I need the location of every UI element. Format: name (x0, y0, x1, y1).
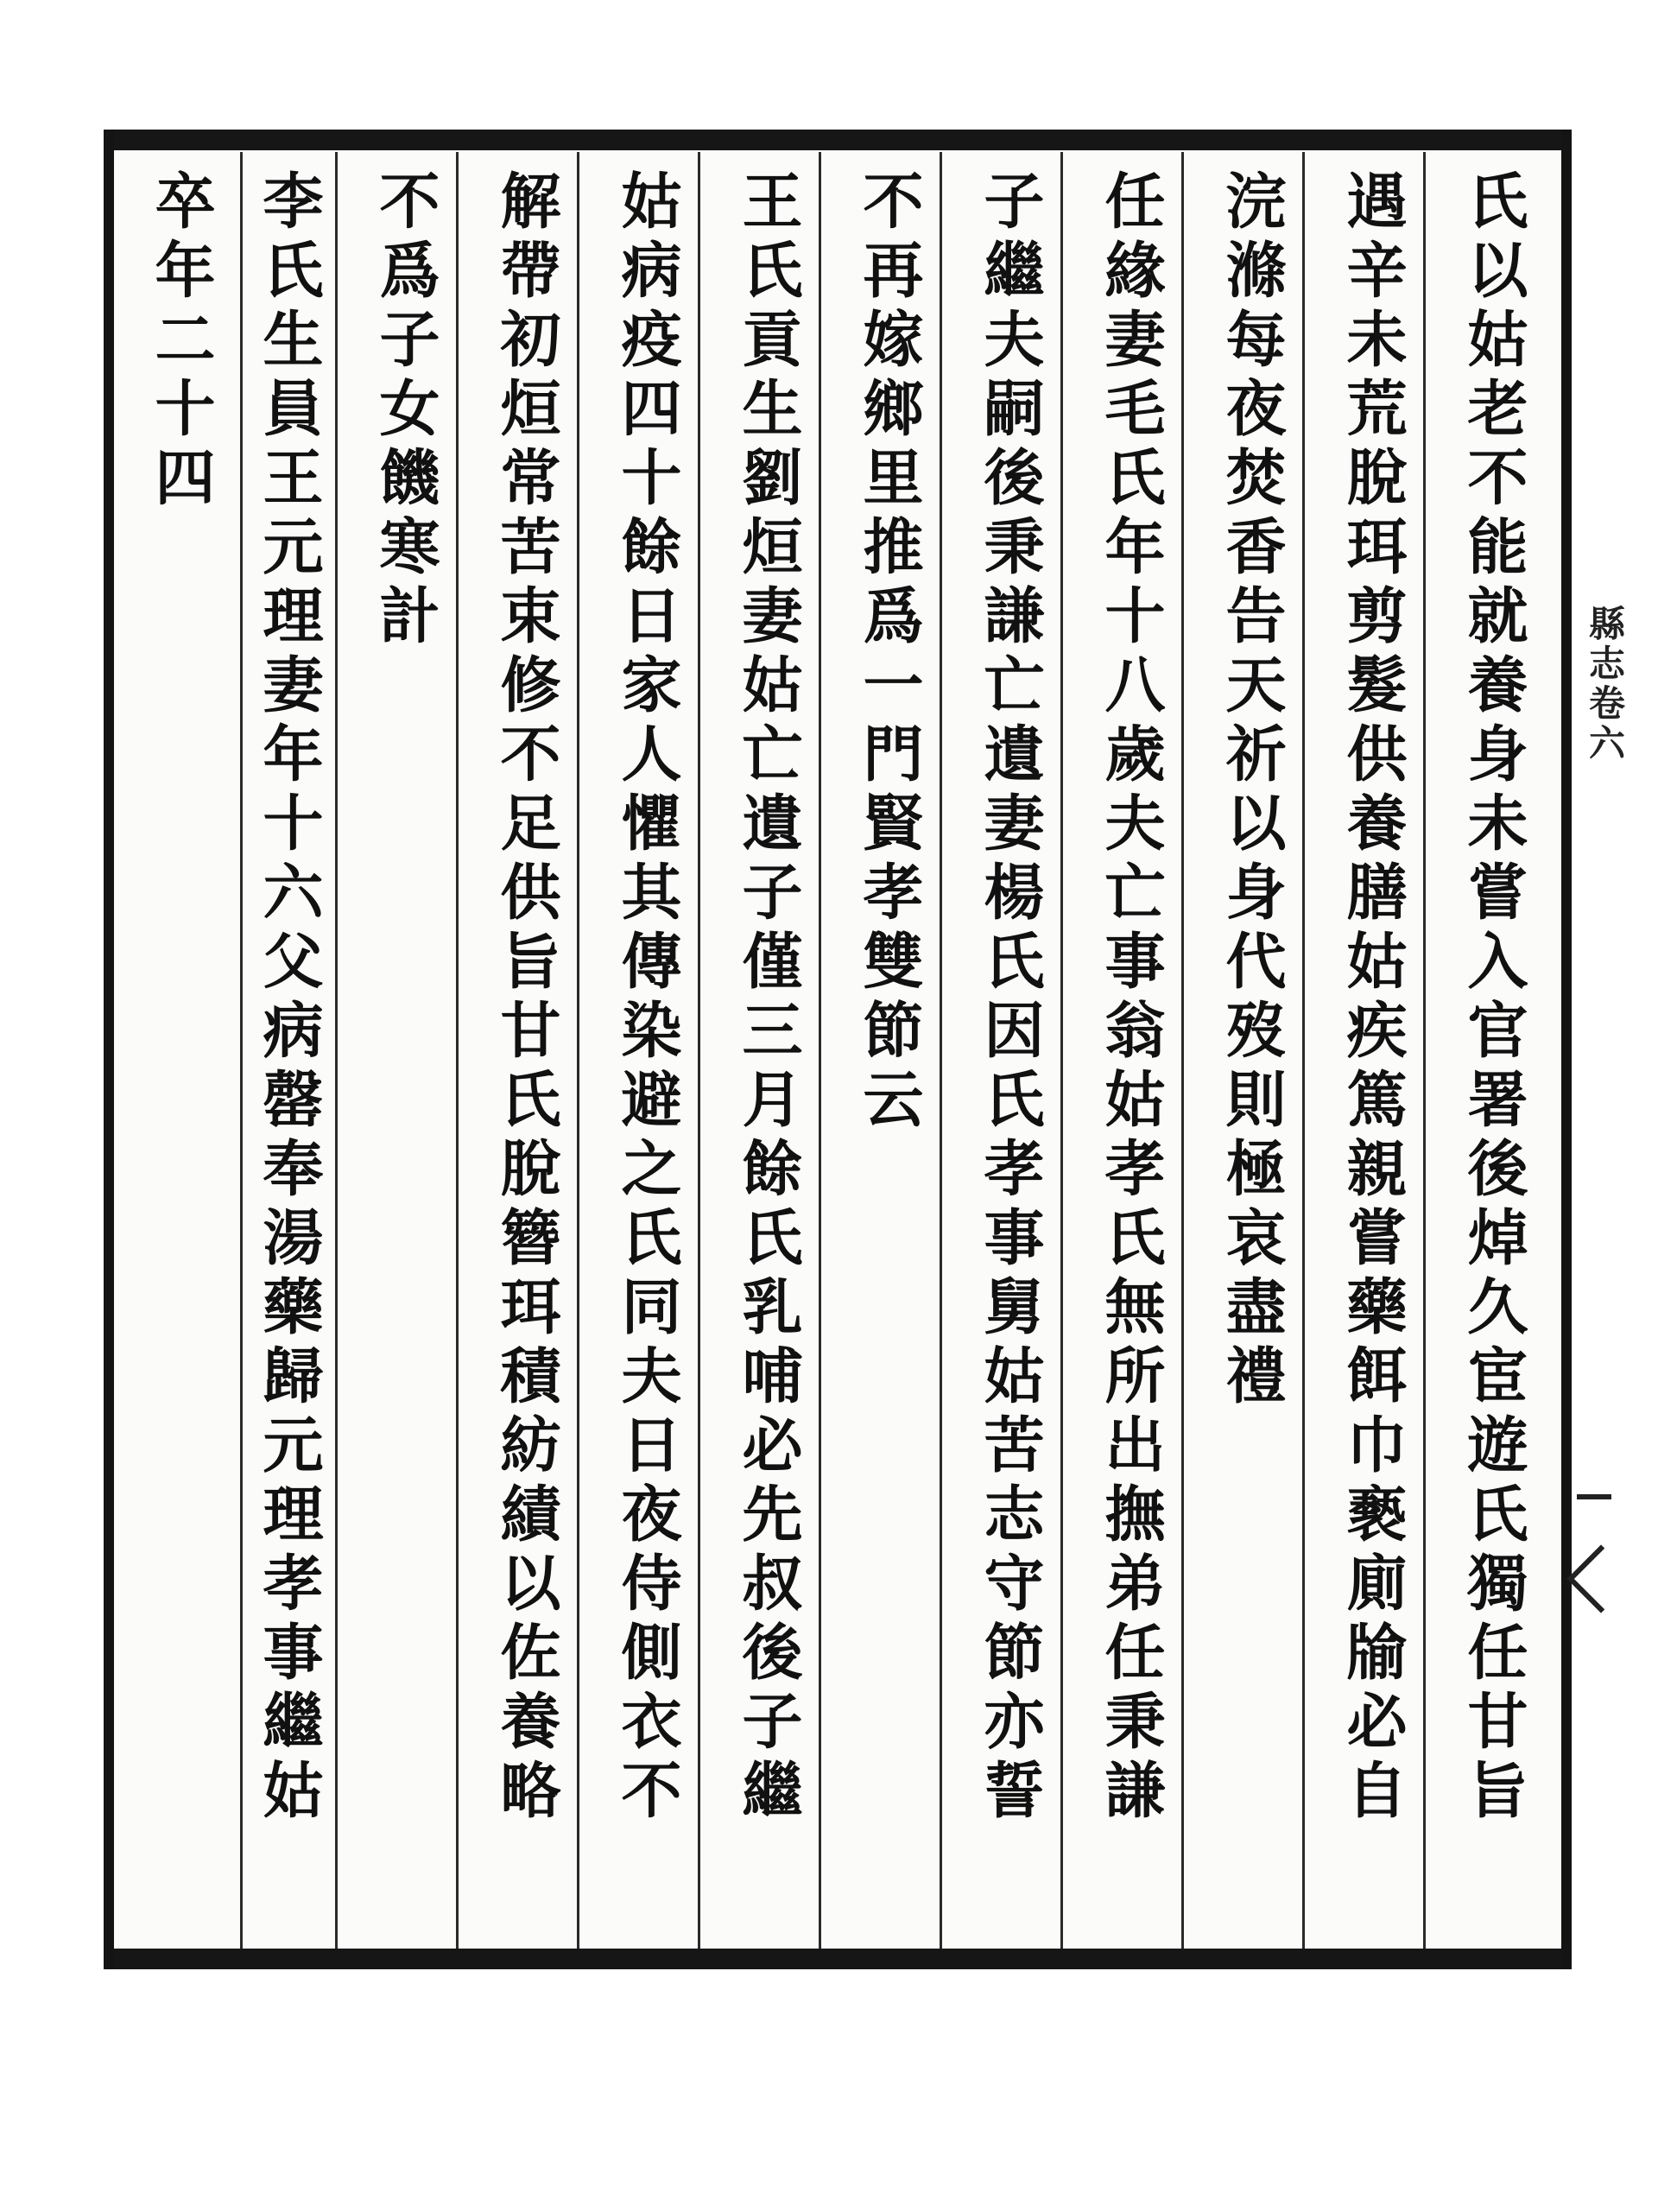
margin-fish-tail-mark (1577, 1494, 1611, 1499)
text-column-3: 浣滌每夜焚香告天祈以身代歿則極哀盡禮 (1216, 169, 1288, 1413)
column-divider (940, 152, 942, 1949)
text-column-12: 卒年二十四 (145, 169, 217, 515)
text-column-5: 子繼夫嗣後秉謙亡遺妻楊氏因氏孝事舅姑苦志守節亦誓 (974, 169, 1046, 1828)
column-divider (1060, 152, 1063, 1949)
page-border-top (104, 130, 1572, 150)
text-column-1: 氏以姑老不能就養身未嘗入官署後焯久宦遊氏獨任甘旨 (1458, 169, 1529, 1828)
column-divider (240, 152, 243, 1949)
column-divider (819, 152, 821, 1949)
text-column-8: 姑病疫四十餘日家人懼其傳染避之氏同夫日夜侍側衣不 (611, 169, 683, 1828)
column-divider (577, 152, 579, 1949)
text-column-2: 遇辛未荒脫珥剪髮供養膳姑疾篤親嘗藥餌巾褻廁牏必自 (1337, 169, 1408, 1828)
column-divider (698, 152, 700, 1949)
column-divider (1302, 152, 1305, 1949)
column-divider (1423, 152, 1426, 1949)
text-column-4: 任緣妻毛氏年十八歲夫亡事翁姑孝氏無所出撫弟任秉謙 (1095, 169, 1167, 1828)
text-column-10: 不爲子女饑寒計 (370, 169, 441, 653)
margin-volume-title: 縣志卷六 (1584, 605, 1626, 764)
margin-fish-tail-mark (1566, 1544, 1635, 1613)
page-border-bottom (104, 1949, 1572, 1969)
column-divider (335, 152, 338, 1949)
text-column-6: 不再嫁鄉里推爲一門賢孝雙節云 (853, 169, 925, 1137)
text-column-7: 王氏貢生劉烜妻姑亡遺子僅三月餘氏乳哺必先叔後子繼 (732, 169, 804, 1828)
page-border-right (1561, 130, 1572, 1969)
text-column-9: 解帶初烜常苦束修不足供旨甘氏脫簪珥積紡績以佐養略 (490, 169, 562, 1828)
page-border-left (104, 130, 114, 1969)
column-divider (1181, 152, 1184, 1949)
column-divider (456, 152, 459, 1949)
text-column-11: 李氏生員王元理妻年十六父病罄奉湯藥歸元理孝事繼姑 (253, 169, 325, 1828)
